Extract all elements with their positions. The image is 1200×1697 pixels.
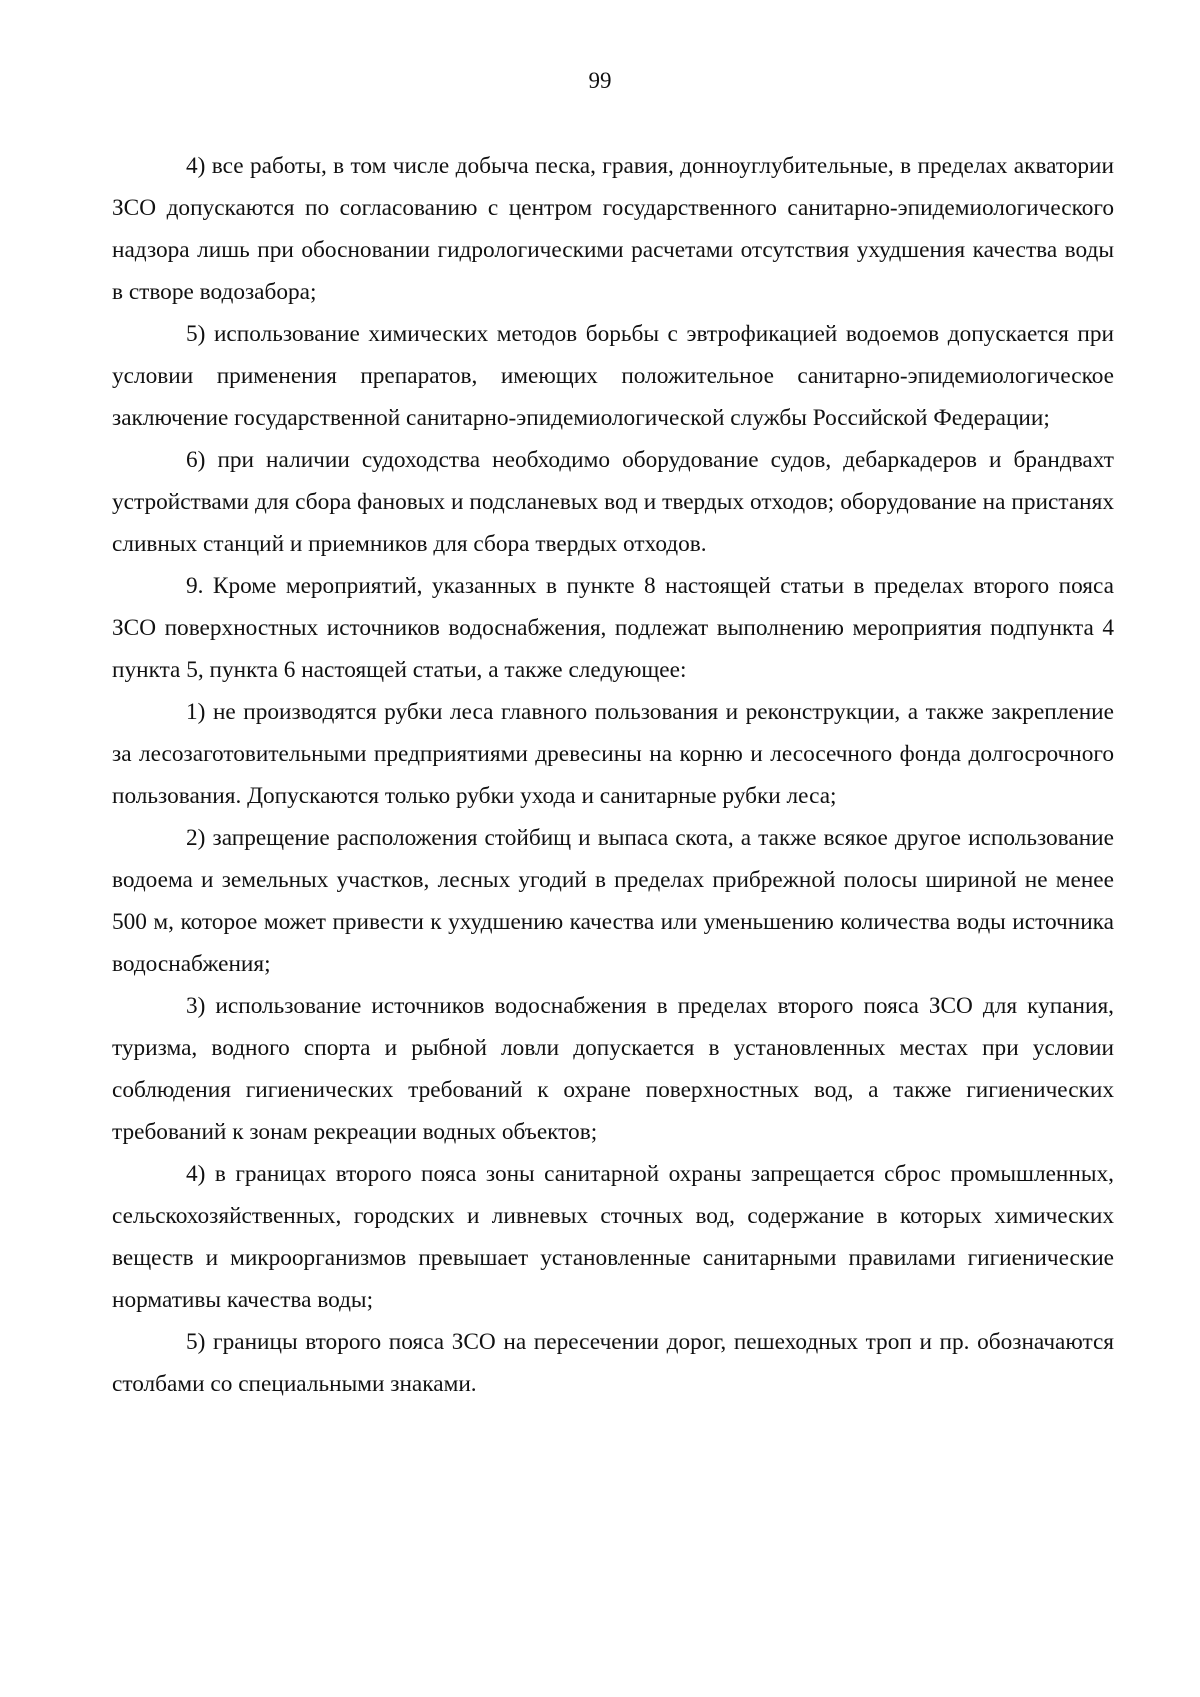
- paragraph: 5) границы второго пояса ЗСО на пересечении дорог, пешеходных троп и пр. обозначаются столбами со специальными знаками.: [112, 1329, 1114, 1397]
- paragraph: 1) не производятся рубки леса главного пользования и реконструкции, а также закрепление за лесозаготовительными предприятиями древесины на корню и лесосечного фонда долгосрочного пользования. Допускаются только рубки ухода и санитарные рубки леса;: [112, 699, 1114, 809]
- paragraph: 4) все работы, в том числе добыча песка, гравия, донноуглубительные, в пределах акватории ЗСО допускаются по согласованию с центром государственного санитарно-эпидемиологического надзора лишь при обосновании гидрологическими расчетами отсутствия ухудшения качества воды в створе водозабора;: [112, 153, 1114, 305]
- body-text: [112, 145, 1114, 1405]
- page-number: 99: [588, 68, 612, 93]
- paragraph: 3) использование источников водоснабжения в пределах второго пояса ЗСО для купания, туризма, водного спорта и рыбной ловли допускается в установленных местах при условии соблюдения гигиенических требований к охране поверхностных вод, а также гигиенических требований к зонам рекреации водных объектов;: [112, 993, 1114, 1145]
- paragraph: 9. Кроме мероприятий, указанных в пункте 8 настоящей статьи в пределах второго пояса ЗСО поверхностных источников водоснабжения, подлежат выполнению мероприятия подпункта 4 пункта 5, пункта 6 настоящей статьи, а также следующее:: [112, 573, 1114, 683]
- paragraph: 5) использование химических методов борьбы с эвтрофикацией водоемов допускается при условии применения препаратов, имеющих положительное санитарно-эпидемиологическое заключение государственной санитарно-эпидемиологической службы Российской Федерации;: [112, 321, 1114, 431]
- paragraph: 6) при наличии судоходства необходимо оборудование судов, дебаркадеров и брандвахт устройствами для сбора фановых и подсланевых вод и твердых отходов; оборудование на пристанях сливных станций и приемников для сбора твердых отходов.: [112, 447, 1114, 557]
- paragraph: 4) в границах второго пояса зоны санитарной охраны запрещается сброс промышленных, сельскохозяйственных, городских и ливневых сточных вод, содержание в которых химических веществ и микроорганизмов превышает установленные санитарными правилами гигиенические нормативы качества воды;: [112, 1161, 1114, 1313]
- paragraph: 2) запрещение расположения стойбищ и выпаса скота, а также всякое другое использование водоема и земельных участков, лесных угодий в пределах прибрежной полосы шириной не менее 500 м, которое может привести к ухудшению качества или уменьшению количества воды источника водоснабжения;: [112, 825, 1114, 977]
